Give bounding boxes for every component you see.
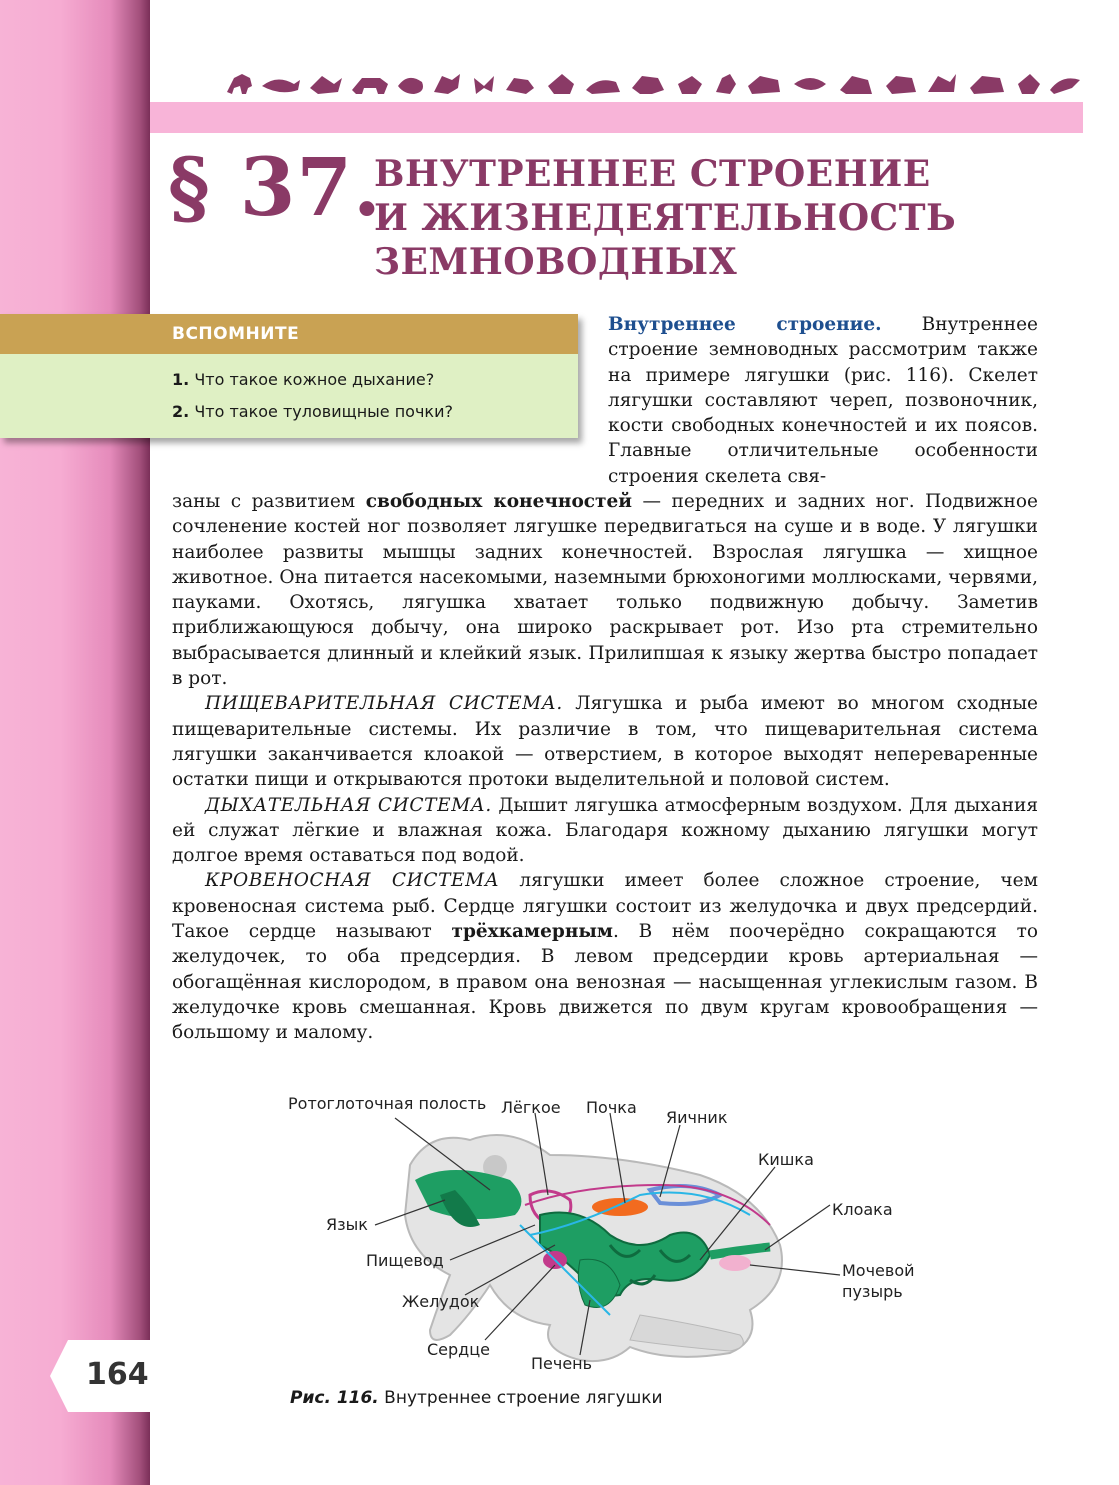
paragraph-skeleton: заны с развитием свободных конечностей — передних и задних ног. Подвижное сочленение костей ног позволяет лягушке передвигаться на суше и в воде. У лягушки наиболее развиты мышцы задних конечностей. Взрослая лягушка — хищное животное. Она питается насекомыми, наземными брюхоногими моллюсками, червями, пауками. Охотясь, лягушка хватает только подвижную добычу. Заметив приближающуюся добычу, она широко раскрывает рот. Изо рта стремительно выбрасывается длинный и клейкий язык. Прилипшая к языку жертва быстро попадает в рот. <box>172 491 1038 690</box>
frog-anatomy-figure <box>280 1085 940 1385</box>
label-mouth-cavity: Ротоглоточная полость <box>288 1094 487 1113</box>
section-heading-internal-structure: Внутреннее строение. <box>608 314 882 335</box>
urinary-bladder <box>719 1255 751 1271</box>
label-stomach: Желудок <box>402 1292 480 1311</box>
remind-question-2: 2. Что такое туловищные почки? <box>172 402 453 421</box>
paragraph-respiratory: ДЫХАТЕЛЬНАЯ СИСТЕМА. Дышит лягушка атмосферным воздухом. Для дыхания ей служат лёгкие и влажная кожа. Благодаря кожному дыханию лягушки могут долгое время оставаться под водой. <box>172 794 1039 867</box>
paragraph-circulatory: КРОВЕНОСНАЯ СИСТЕМА лягушки имеет более сложное строение, чем кровеносная система рыб. Сердце лягушки состоит из желудочка и двух предсердий. Такое сердце называют трёхкамерным. В нём поочерёдно сокращаются то желудочек, то оба предсердия. В левом предсердии кровь артериальная — обогащённая кислородом, в правом она венозная — насыщенная углекислым газом. В желудочке кровь смешанная. Кровь движется по двум кругам кровообращения — большому и малому. <box>172 870 1039 1044</box>
label-heart: Сердце <box>427 1340 490 1359</box>
frog-diagram <box>280 1085 940 1385</box>
paragraph-digestive: ПИЩЕВАРИТЕЛЬНАЯ СИСТЕМА. Лягушка и рыба имеют во многом сходные пищеварительные системы. Их различие в том, что пищеварительная система лягушки заканчивается клоакой — отверстием, в которое выходят непереваренные остатки пищи и открываются протоки выделительной и половой систем. <box>172 693 1038 791</box>
label-esophagus: Пищевод <box>366 1251 444 1270</box>
title-line-2: И ЖИЗНЕДЕЯТЕЛЬНОСТЬ <box>374 197 957 239</box>
animal-silhouettes-border <box>222 66 1082 100</box>
header-pink-band <box>150 102 1083 133</box>
title-line-3: ЗЕМНОВОДНЫХ <box>374 241 738 283</box>
page-title <box>374 152 956 284</box>
main-body-text <box>172 489 1038 1046</box>
remind-heading: ВСПОМНИТЕ <box>0 314 578 354</box>
label-intestine: Кишка <box>758 1150 814 1169</box>
page-number: 164 <box>86 1357 149 1392</box>
label-kidney: Почка <box>586 1098 637 1117</box>
label-lung: Лёгкое <box>501 1098 561 1117</box>
paragraph-number: § 37. <box>168 140 382 234</box>
label-ovary: Яичник <box>666 1108 728 1127</box>
label-tongue: Язык <box>326 1215 368 1234</box>
title-line-1: ВНУТРЕННЕЕ СТРОЕНИЕ <box>374 153 931 195</box>
remind-questions <box>0 354 578 438</box>
figure-caption: Рис. 116. Внутреннее строение лягушки <box>290 1388 663 1408</box>
remind-box <box>0 314 578 438</box>
remind-question-1: 1. Что такое кожное дыхание? <box>172 370 435 389</box>
intro-column-text: Внутреннее строение. Внутреннее строение земноводных рассмотрим также на примере лягушки (рис. 116). Скелет лягушки составляют череп, позвоночник, кости свободных конечностей и их поясов. Главные отличительные особенности строения скелета свя- <box>608 314 1038 487</box>
label-liver: Печень <box>531 1354 593 1373</box>
label-cloaca: Клоака <box>832 1200 893 1219</box>
label-bladder: Мочевой пузырь <box>842 1261 915 1301</box>
page-spine-decoration <box>0 0 150 1485</box>
